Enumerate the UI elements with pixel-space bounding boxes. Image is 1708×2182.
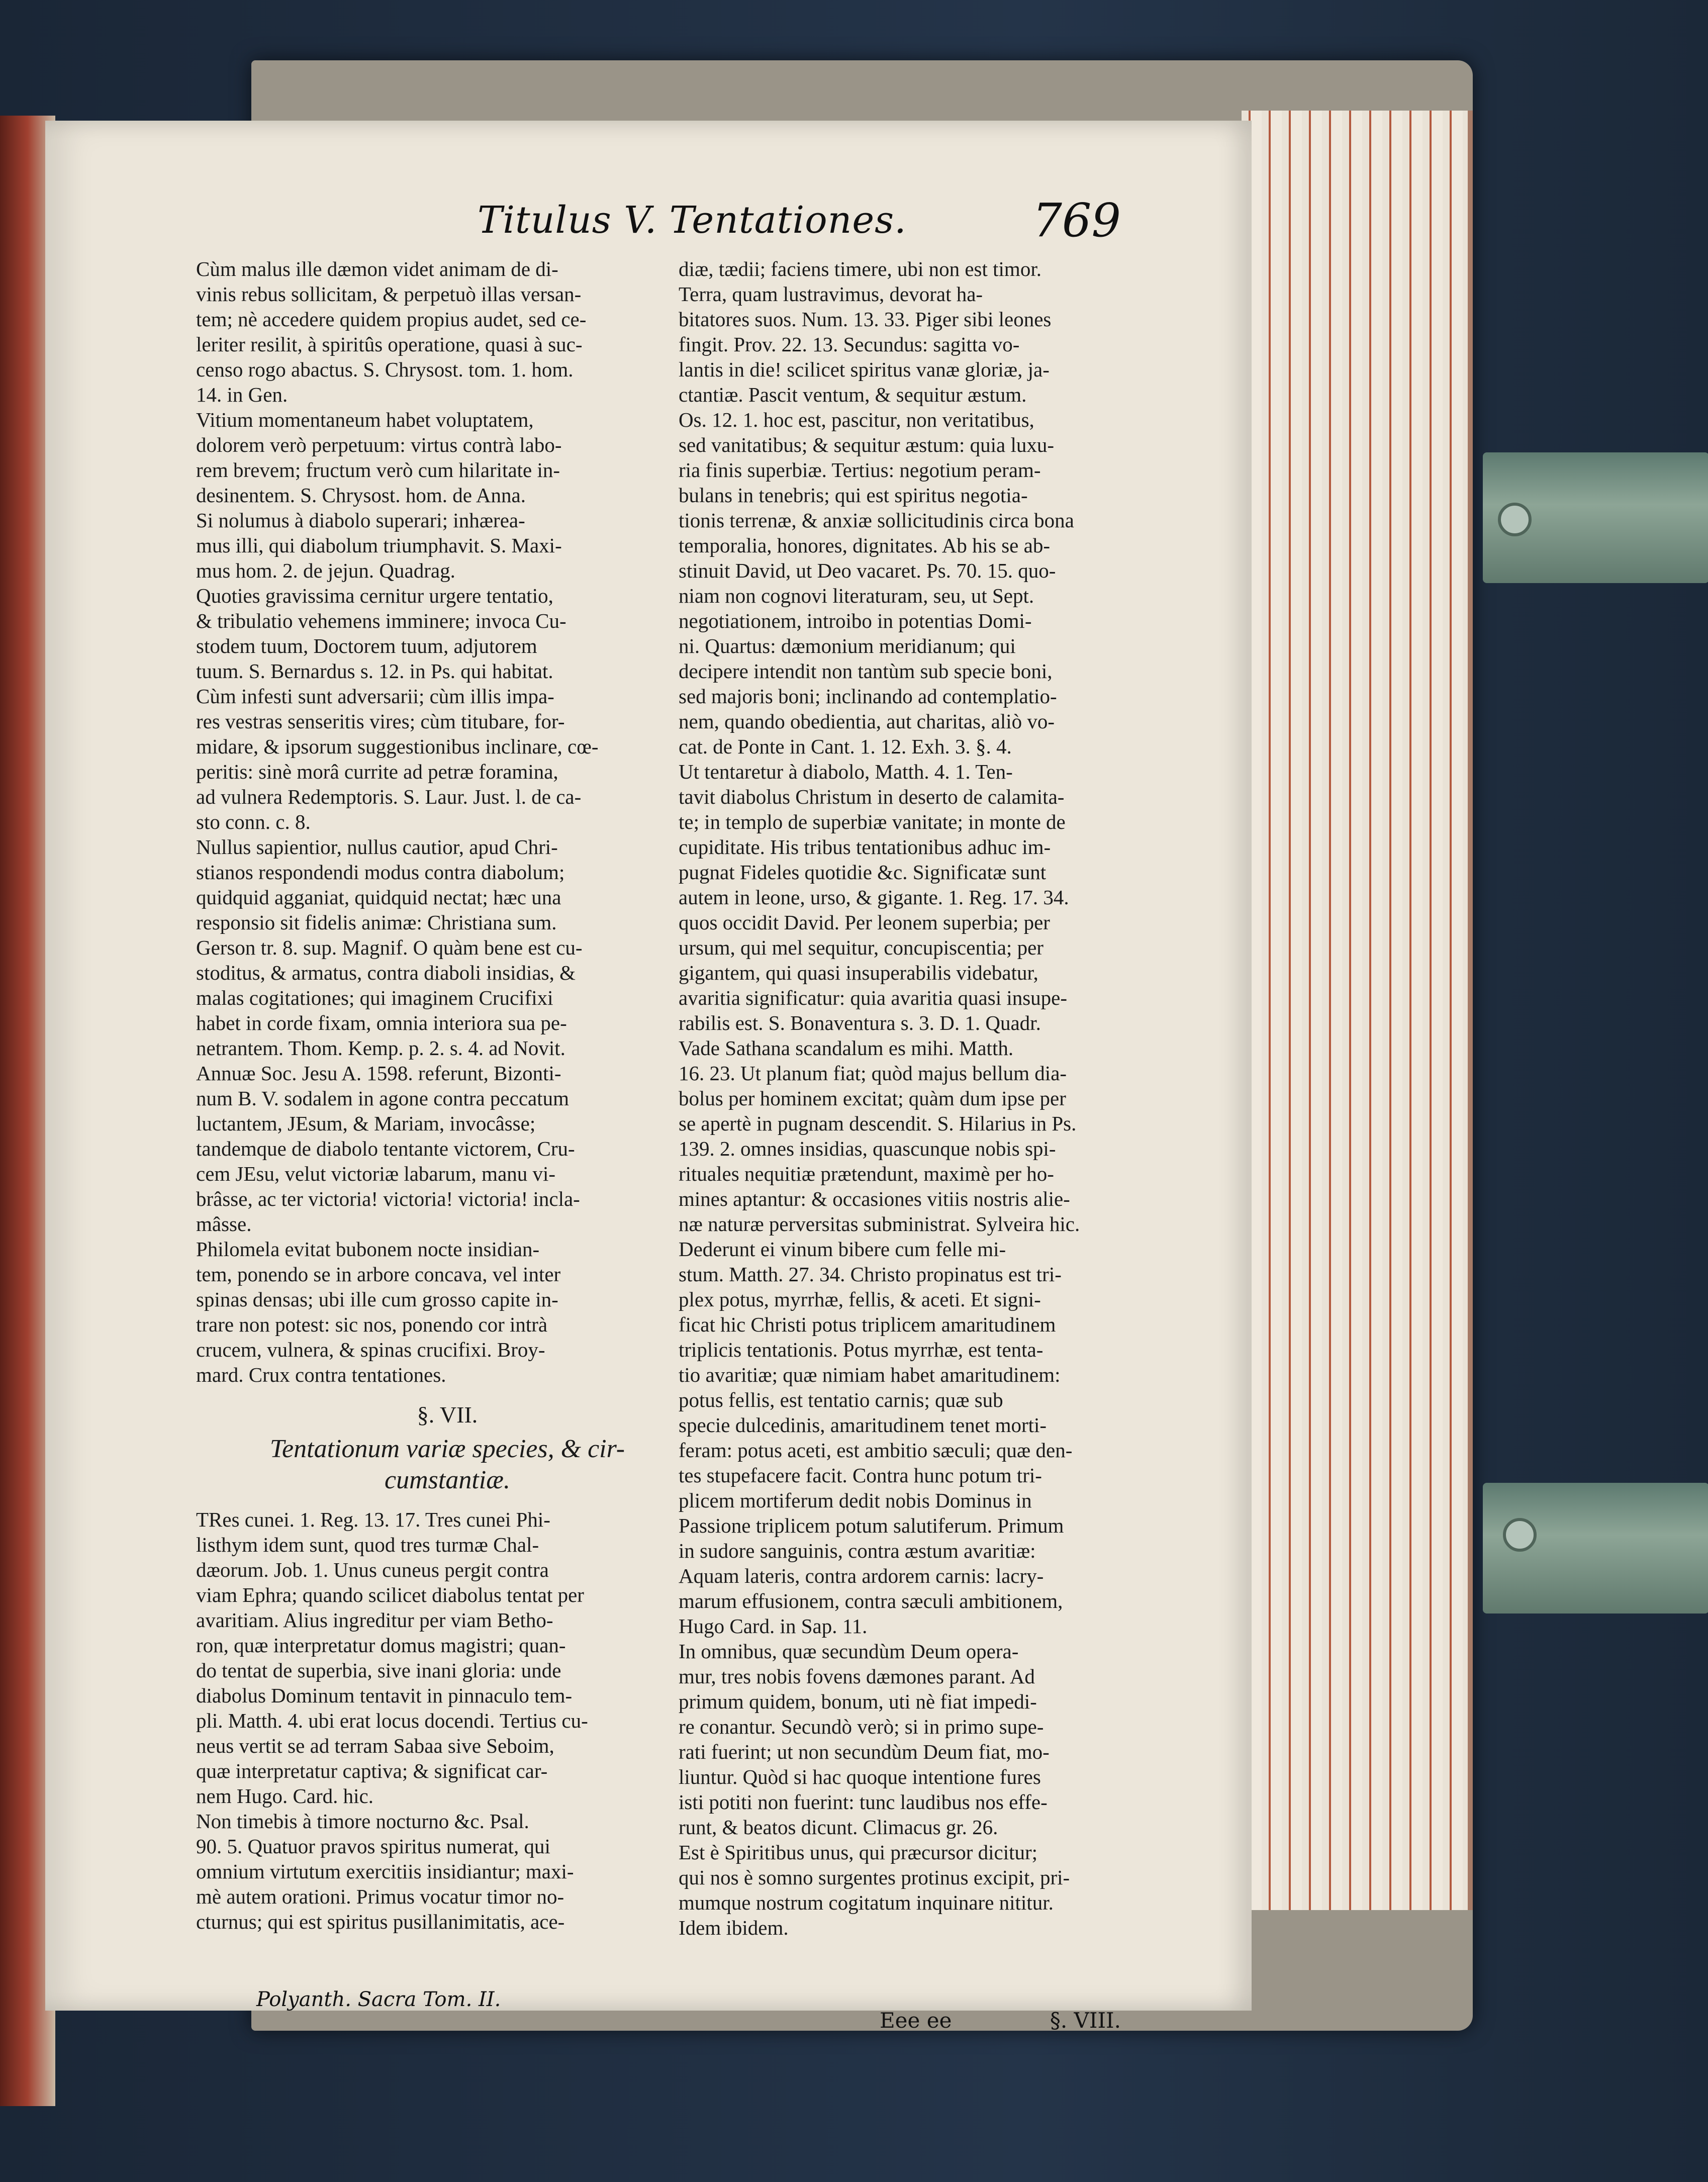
text-line: niam non cognovi literaturam, seu, ut Sept. [679,584,1034,607]
text-line: autem in leone, urso, & gigante. 1. Reg. 17. 34. [679,886,1069,909]
text-line: 16. 23. Ut planum fiat; quòd majus bellum dia- [679,1062,1067,1085]
text-line: ron, quæ interpretatur domus magistri; quan- [196,1634,566,1657]
text-line: mus hom. 2. de jejun. Quadrag. [196,559,455,582]
text-line: Philomela evitat bubonem nocte insidian- [196,1238,540,1261]
text-line: temporalia, honores, dignitates. Ab his se ab- [679,534,1050,557]
text-line: lantis in die! scilicet spiritus vanæ gloriæ, ja- [679,358,1050,381]
text-line: cat. de Ponte in Cant. 1. 12. Exh. 3. §. 4. [679,735,1012,758]
text-line: 14. in Gen. [196,383,288,406]
text-line: Quoties gravissima cernitur urgere tentatio, [196,584,553,607]
text-line: censo rogo abactus. S. Chrysost. tom. 1. hom. [196,358,574,381]
text-line: viam Ephra; quando scilicet diabolus tentat per [196,1583,584,1606]
text-line: næ naturæ perversitas subministrat. Sylveira hic. [679,1212,1080,1236]
text-line: in sudore sanguinis, contra æstum avaritiæ: [679,1539,1036,1562]
text-line: omnium virtutum exercitiis insidiantur; maxi- [196,1860,574,1883]
text-line: responsio sit fidelis animæ: Christiana sum. [196,911,557,934]
text-line: Passione triplicem potum salutiferum. Primum [679,1514,1064,1537]
text-line: Terra, quam lustravimus, devorat ha- [679,282,983,306]
text-line: Non timebis à timore nocturno &c. Psal. [196,1810,529,1833]
text-line: triplicis tentationis. Potus myrrhæ, est tenta- [679,1338,1043,1361]
text-line: plicem mortiferum dedit nobis Dominus in [679,1489,1032,1512]
text-line: tuum. S. Bernardus s. 12. in Ps. qui habitat. [196,659,553,683]
text-line: Dederunt ei vinum bibere cum felle mi- [679,1238,1006,1261]
page-footer [256,1988,1121,2038]
text-line: mâsse. [196,1212,252,1236]
text-line: runt, & beatos dicunt. Climacus gr. 26. [679,1816,998,1839]
text-line: gigantem, qui quasi insuperabilis videbatur, [679,961,1038,984]
text-line: stodem tuum, Doctorem tuum, adjutorem [196,634,537,657]
text-line: trare non potest: sic nos, ponendo cor intrà [196,1313,548,1336]
section-title-line: Tentationum variæ species, & cir- [269,1435,625,1463]
text-line: TRes cunei. 1. Reg. 13. 17. Tres cunei Phi- [196,1508,550,1531]
text-line: tem, ponendo se in arbore concava, vel inter [196,1263,561,1286]
text-line: rituales nequitiæ prætendunt, maximè per ho- [679,1162,1054,1185]
text-line: negotiationem, introibo in potentias Domi- [679,609,1032,632]
text-line: bitatores suos. Num. 13. 33. Piger sibi leones [679,308,1052,331]
text-line: malas cogitationes; qui imaginem Crucifixi [196,986,553,1009]
header-title: Titulus V. Tentationes. [478,199,907,242]
text-line: tio avaritiæ; quæ nimiam habet amaritudinem: [679,1363,1061,1386]
text-line: tavit diabolus Christum in deserto de calamita- [679,785,1065,808]
text-line: te; in templo de superbiæ vanitate; in monte de [679,810,1066,833]
text-line: rati fuerint; ut non secundùm Deum fiat, mo- [679,1740,1050,1763]
footer-running-title: Polyanth. Sacra Tom. II. [256,1988,501,2011]
text-line: brâsse, ac ter victoria! victoria! victoria! incla- [196,1187,580,1210]
text-line: Vitium momentaneum habet voluptatem, [196,408,534,431]
text-line: qui nos è somno surgentes protinus excipit, pri- [679,1866,1070,1889]
text-line: ursum, qui mel sequitur, concupiscentia; per [679,936,1043,959]
text-line: marum effusionem, contra sæculi ambitionem, [679,1589,1063,1612]
text-line: & tribulatio vehemens imminere; invoca Cu- [196,609,566,632]
text-line: mines aptantur: & occasiones vitiis nostris alie- [679,1187,1070,1210]
text-line: re conantur. Secundò verò; si in primo supe- [679,1715,1044,1738]
signature-mark: Eee ee [880,2008,952,2033]
text-line: ficat hic Christi potus triplicem amaritudinem [679,1313,1056,1336]
page-number: 769 [1032,194,1121,247]
text-line: primum quidem, bonum, uti nè fiat impedi- [679,1690,1037,1713]
text-line: habet in corde fixam, omnia interiora sua pe- [196,1011,567,1034]
text-line: netrantem. Thom. Kemp. p. 2. s. 4. ad Novit. [196,1036,565,1060]
text-line: neus vertit se ad terram Sabaa sive Seboim, [196,1734,554,1757]
text-line: potus fellis, est tentatio carnis; quæ sub [679,1388,1003,1411]
book-page [45,121,1252,2033]
text-line: Annuæ Soc. Jesu A. 1598. referunt, Bizonti- [196,1062,561,1085]
text-line: Ut tentaretur à diabolo, Matth. 4. 1. Ten- [679,760,1013,783]
text-line: Est è Spiritibus unus, qui præcursor dicitur; [679,1841,1038,1864]
text-line: tem; nè accedere quidem propius audet, sed ce- [196,308,587,331]
text-line: peritis: sinè morâ currite ad petræ foramina, [196,760,558,783]
text-line: stianos respondendi modus contra diabolum; [196,861,565,884]
text-line: Nullus sapientior, nullus cautior, apud Chri- [196,835,558,859]
text-line: cem JEsu, velut victoriæ labarum, manu vi- [196,1162,556,1185]
rivet-icon [1503,1518,1537,1552]
text-line: diæ, tædii; faciens timere, ubi non est timor. [679,257,1041,280]
text-line: avaritiam. Alius ingreditur per viam Betho- [196,1608,553,1632]
text-line: fingit. Prov. 22. 13. Secundus: sagitta vo- [679,333,1020,356]
text-line: luctantem, JEsum, & Mariam, invocâsse; [196,1112,536,1135]
text-line: 90. 5. Quatuor pravos spiritus numerat, qui [196,1835,550,1858]
text-line: Aquam lateris, contra ardorem carnis: lacry- [679,1564,1044,1587]
text-line: do tentat de superbia, sive inani gloria: unde [196,1659,561,1682]
text-line: tes stupefacere facit. Contra hunc potum tri- [679,1464,1042,1487]
text-line: ctantiæ. Pascit ventum, & sequitur æstum. [679,383,1027,406]
text-line: spinas densas; ubi ille cum grosso capite in- [196,1288,558,1311]
text-line: tandemque de diabolo tentante victorem, Cru- [196,1137,575,1160]
text-line: vinis rebus sollicitam, & perpetuò illas versan- [196,282,582,306]
upper-clasp[interactable] [1483,452,1708,583]
lower-clasp[interactable] [1483,1483,1708,1614]
text-line: leriter resilit, à spiritûs operatione, quasi à suc- [196,333,583,356]
page-edges [1242,111,1473,1910]
text-line: specie dulcedinis, amaritudinem tenet morti- [679,1413,1047,1437]
left-column-text [196,256,699,1387]
text-line: Gerson tr. 8. sup. Magnif. O quàm bene est cu- [196,936,583,959]
text-line: nem Hugo. Card. hic. [196,1784,373,1808]
text-line: mumque nostrum cogitatum inquinare nititur. [679,1891,1054,1914]
text-line: desinentem. S. Chrysost. hom. de Anna. [196,484,526,507]
text-line: stoditus, & armatus, contra diaboli insidias, & [196,961,576,984]
section-number: §. VII. [417,1402,478,1428]
rivet-icon [1498,503,1532,536]
text-line: dolorem verò perpetuum: virtus contrà labo- [196,433,562,456]
text-line: ria finis superbiæ. Tertius: negotium peram- [679,458,1041,482]
text-line: Cùm infesti sunt adversarii; cùm illis impa- [196,685,554,708]
text-line: dæorum. Job. 1. Unus cuneus pergit contra [196,1558,549,1581]
text-line: bulans in tenebris; qui est spiritus negotia- [679,484,1028,507]
text-line: cturnus; qui est spiritus pusillanimitatis, ace- [196,1910,565,1933]
text-line: mard. Crux contra tentationes. [196,1363,446,1386]
section-title-line: cumstantiæ. [385,1466,510,1494]
text-line: rem brevem; fructum verò cum hilaritate in- [196,458,560,482]
left-column [196,256,699,1934]
text-line: isti potiti non fuerint: tunc laudibus nos effe- [679,1790,1048,1814]
text-line: stum. Matth. 27. 34. Christo propinatus est tri- [679,1263,1062,1286]
text-line: pli. Matth. 4. ubi erat locus docendi. Tertius cu- [196,1709,588,1732]
text-line: Os. 12. 1. hoc est, pascitur, non veritatibus, [679,408,1034,431]
catchword: §. VIII. [1050,2008,1121,2033]
text-line: res vestras senseritis vires; cùm titubare, for- [196,710,565,733]
text-line: quæ interpretatur captiva; & significat car- [196,1759,548,1782]
text-line: Cùm malus ille dæmon videt animam de di- [196,257,558,280]
text-line: mè autem orationi. Primus vocatur timor no- [196,1885,564,1908]
text-line: Vade Sathana scandalum es mihi. Matth. [679,1036,1014,1060]
text-line: num B. V. sodalem in agone contra peccatum [196,1087,570,1110]
text-line: quos occidit David. Per leonem superbia; per [679,911,1050,934]
text-line: rabilis est. S. Bonaventura s. 3. D. 1. Quadr. [679,1011,1041,1034]
text-line: tionis terrenæ, & anxiæ sollicitudinis circa bona [679,509,1074,532]
text-line: bolus per hominem excitat; quàm dum ipse per [679,1087,1066,1110]
text-line: ad vulnera Redemptoris. S. Laur. Just. l. de ca- [196,785,582,808]
section-title [196,1434,699,1496]
text-line: feram: potus aceti, est ambitio sæculi; quæ den- [679,1439,1073,1462]
text-line: se apertè in pugnam descendit. S. Hilarius in Ps. [679,1112,1077,1135]
text-line: plex potus, myrrhæ, fellis, & aceti. Et signi- [679,1288,1041,1311]
text-line: sto conn. c. 8. [196,810,311,833]
text-line: mur, tres nobis fovens dæmones parant. Ad [679,1665,1035,1688]
text-line: nem, quando obedientia, aut charitas, aliò vo- [679,710,1055,733]
right-column-text [679,256,1121,1940]
text-line: Hugo Card. in Sap. 11. [679,1615,868,1638]
left-column-text-continued [196,1507,699,1934]
text-line: crucem, vulnera, & spinas crucifixi. Broy- [196,1338,545,1361]
text-line: Idem ibidem. [679,1916,789,1939]
text-line: mus illi, qui diabolum triumphavit. S. Maxi- [196,534,562,557]
text-line: avaritia significatur: quia avaritia quasi insupe- [679,986,1068,1009]
text-line: liuntur. Quòd si hac quoque intentione fures [679,1765,1041,1788]
text-line: ni. Quartus: dæmonium meridianum; qui [679,634,1016,657]
text-line: stinuit David, ut Deo vacaret. Ps. 70. 15. quo- [679,559,1056,582]
text-line: sed majoris boni; inclinando ad contemplatio- [679,685,1057,708]
text-line: pugnat Fideles quotidie &c. Significatæ sunt [679,861,1047,884]
text-line: decipere intendit non tantùm sub specie boni, [679,659,1053,683]
text-line: cupiditate. His tribus tentationibus adhuc im- [679,835,1051,859]
text-line: diabolus Dominum tentavit in pinnaculo tem- [196,1684,573,1707]
text-line: quidquid agganiat, quidquid nectat; hæc una [196,886,561,909]
text-line: midare, & ipsorum suggestionibus inclinare, cœ- [196,735,599,758]
text-line: listhym idem sunt, quod tres turmæ Chal- [196,1533,539,1556]
running-header [478,194,1121,254]
text-line: Si nolumus à diabolo superari; inhærea- [196,509,525,532]
text-line: In omnibus, quæ secundùm Deum opera- [679,1640,1019,1663]
text-line: sed vanitatibus; & sequitur æstum: quia luxu- [679,433,1055,456]
right-column [679,256,1121,1940]
text-line: 139. 2. omnes insidias, quascunque nobis spi- [679,1137,1056,1160]
